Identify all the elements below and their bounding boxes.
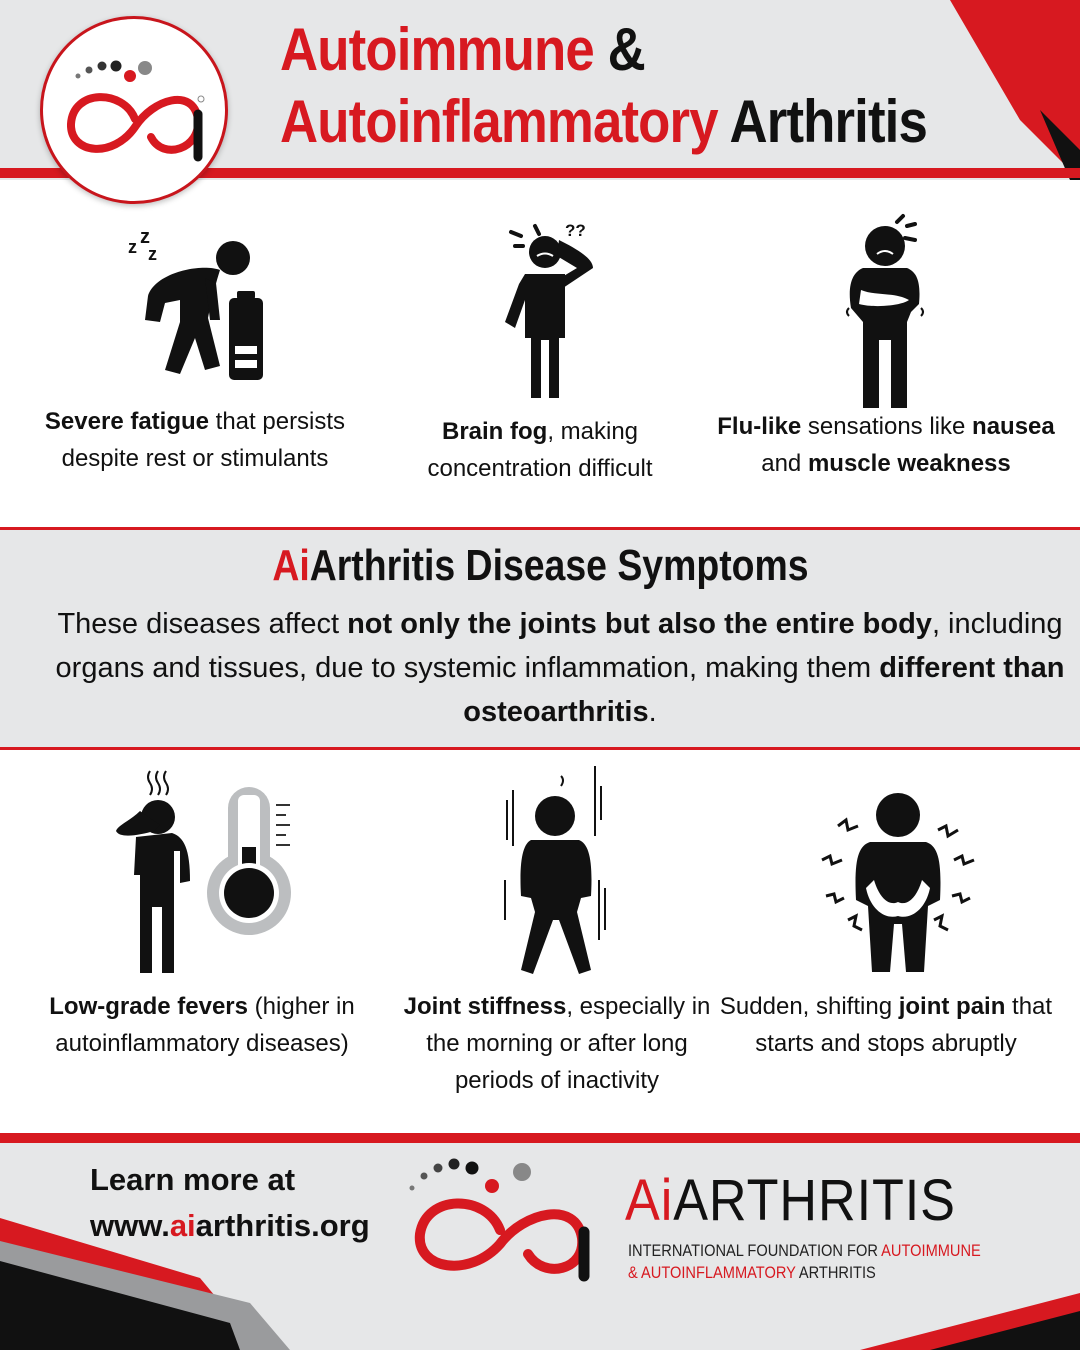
symptom-brain-fog-bold: Brain fog xyxy=(441,418,548,445)
symptom-muscle-weakness-bold: muscle weakness xyxy=(807,450,1011,477)
brand-name xyxy=(625,1168,956,1234)
symptom-fatigue-bold: Severe fatigue xyxy=(44,408,209,435)
symptom-brain-fog-text: , making concentration difficult xyxy=(427,418,653,482)
svg-text:??: ?? xyxy=(565,221,586,240)
description-bold-1: not only the joints but also the entire body xyxy=(347,608,932,640)
fever-thermometer-icon xyxy=(110,765,300,980)
symptom-low-grade-fevers xyxy=(32,988,372,1062)
nausea-person-icon xyxy=(835,212,935,412)
sub-autoinflammatory: & AUTOINFLAMMATORY xyxy=(628,1263,796,1282)
brand-subtitle-line-1 xyxy=(628,1240,981,1262)
symptom-stiffness-text: , especially in the morning or after long periods of inactivity xyxy=(426,993,711,1094)
symptom-pain-text: that starts and stops abruptly xyxy=(755,993,1053,1057)
section-title xyxy=(0,540,1080,592)
symptom-flu-and: and xyxy=(761,450,808,477)
aa-footer-logo-icon xyxy=(400,1150,610,1290)
aa-logo-icon xyxy=(43,19,225,201)
url-ai: ai xyxy=(169,1208,196,1243)
brand-ai: Ai xyxy=(625,1168,674,1233)
title-autoimmune: Autoimmune xyxy=(280,16,594,83)
title-line-1 xyxy=(280,14,966,86)
symptom-pain-bold: joint pain xyxy=(898,993,1006,1020)
joint-pain-person-icon xyxy=(818,790,978,975)
sub-autoimmune: AUTOIMMUNE xyxy=(881,1241,981,1260)
title-autoinflammatory: Autoinflammatory xyxy=(280,88,718,155)
title-ampersand: & xyxy=(593,16,645,83)
sub-international: INTERNATIONAL FOUNDATION FOR xyxy=(628,1241,882,1260)
logo-badge xyxy=(40,16,228,204)
symptom-flu-like xyxy=(716,408,1056,482)
sub-arthritis: ARTHRITIS xyxy=(795,1263,876,1282)
stiff-person-icon xyxy=(495,760,615,980)
description-part-1: These diseases affect xyxy=(57,608,348,640)
learn-more-text xyxy=(90,1157,370,1249)
title-arthritis: Arthritis xyxy=(717,88,927,155)
section-title-ai: Ai xyxy=(271,541,310,590)
symptom-fevers-text: (higher in autoinflammatory diseases) xyxy=(55,993,355,1057)
description-part-3: . xyxy=(648,696,657,728)
brand-arthritis: ARTHRITIS xyxy=(673,1168,956,1233)
svg-text:z: z xyxy=(148,244,157,264)
symptom-stiffness-bold: Joint stiffness xyxy=(403,993,567,1020)
symptom-flu-text: sensations like xyxy=(801,413,973,440)
symptom-severe-fatigue xyxy=(25,403,365,477)
url-suffix: arthritis.org xyxy=(195,1208,370,1243)
svg-text:z: z xyxy=(140,226,150,248)
symptom-fatigue-text: that persists despite rest or stimulants xyxy=(61,408,346,472)
learn-more-line: Learn more at xyxy=(90,1162,296,1197)
svg-text:z: z xyxy=(128,237,137,257)
brand-subtitle-line-2 xyxy=(628,1262,981,1284)
description-bold-2: different than osteoarthritis xyxy=(463,652,1065,728)
brand-subtitle xyxy=(628,1240,981,1284)
symptom-fevers-bold: Low-grade fevers xyxy=(49,993,248,1020)
description-part-2: , including organs and tissues, due to systemic inflammation, making them xyxy=(55,608,1063,684)
symptom-pain-pre: Sudden, shifting xyxy=(719,993,899,1020)
fatigue-person-icon xyxy=(120,218,270,383)
section-description xyxy=(40,602,1080,734)
section-title-rest: Arthritis Disease Symptoms xyxy=(309,541,809,590)
website-link[interactable] xyxy=(90,1203,370,1249)
symptom-brain-fog xyxy=(370,413,710,487)
symptom-nausea-bold: nausea xyxy=(972,413,1055,440)
page-title xyxy=(280,14,966,158)
brain-fog-person-icon xyxy=(495,218,605,408)
symptom-flu-bold: Flu-like xyxy=(717,413,802,440)
url-prefix: www. xyxy=(90,1208,170,1243)
symptom-joint-pain xyxy=(716,988,1056,1062)
title-line-2 xyxy=(280,86,966,158)
symptom-joint-stiffness xyxy=(387,988,727,1099)
